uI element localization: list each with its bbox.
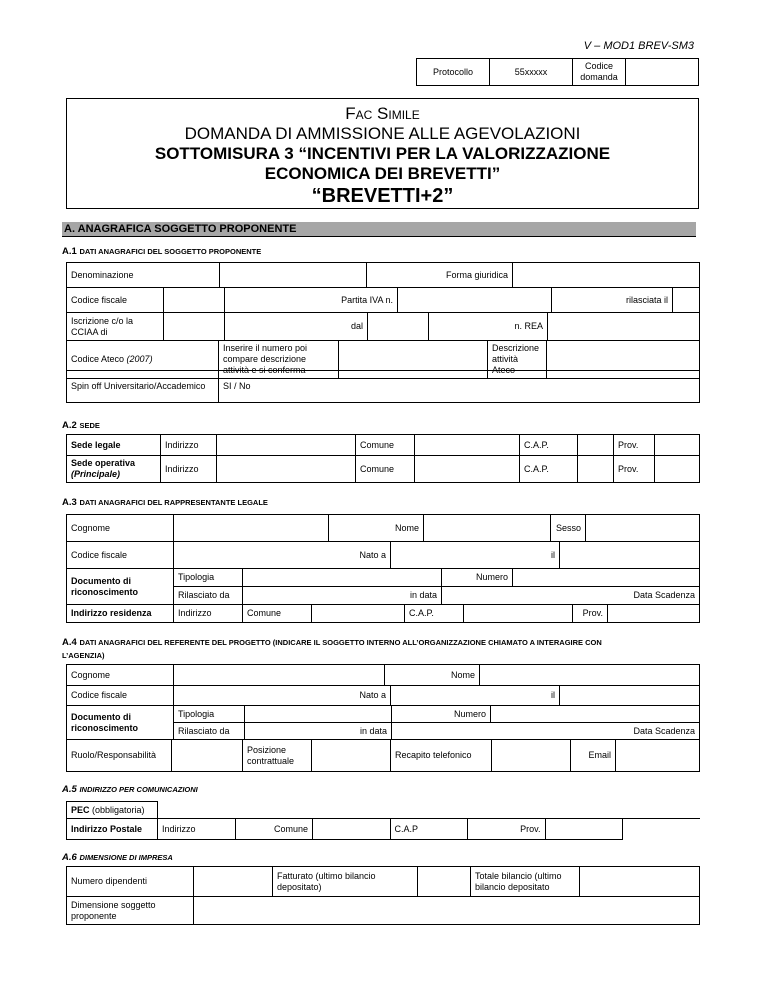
dal-value[interactable] [368,313,429,341]
a5-prov-label: Prov. [468,819,546,840]
codice-ateco-label: Codice Ateco (2007) [67,341,219,379]
a4-in-data-label: in data [245,723,392,740]
inserire-note: Inserire il numero poi compare descrizione attività e si conferma [219,341,339,379]
a4-nome-label: Nome [385,665,480,686]
sede-operativa-cap-label: C.A.P. [520,456,578,483]
indirizzo-postale-label: Indirizzo Postale [67,819,158,840]
a4-il-label: il [391,686,560,706]
pec-value[interactable] [158,802,701,819]
codice-fiscale-value[interactable] [164,288,225,313]
a3-prov-label: Prov. [573,605,608,623]
a4-nome-value[interactable] [480,665,700,686]
sede-operativa-prov-value[interactable] [655,456,700,483]
sede-operativa-label: Sede operativa (Principale) [67,456,161,483]
codice-fiscale-label: Codice fiscale [67,288,164,313]
a4-email-value[interactable] [616,740,700,772]
a4-table-1 [66,664,700,686]
rilasciata-il-label: rilasciata il [552,288,673,313]
a5-heading: A.5 INDIRIZZO PER COMUNICAZIONI [62,784,198,795]
iscrizione-value[interactable] [164,313,225,341]
numero-dipendenti-label: Numero dipendenti [67,867,194,897]
a4-ruolo-value[interactable] [172,740,243,772]
rilasciata-il-value[interactable] [673,288,700,313]
a3-in-data-label: in data [243,587,442,605]
a3-numero-label: Numero [442,569,513,587]
sede-legale-cap-value[interactable] [578,435,614,456]
denominazione-value[interactable] [220,263,367,288]
sede-operativa-prov-label: Prov. [614,456,655,483]
a4-heading: A.4 DATI ANAGRAFICI DEL REFERENTE DEL PROGETTO (INDICARE IL SOGGETTO INTERNO ALL’ORGANIZZAZIONE CHIAMATO A INTERAGIRE CON L’AGENZIA) [62,637,602,660]
section-a-header [62,222,696,237]
a4-il-value[interactable] [560,686,700,706]
a4-rilasciato-label: Rilasciato da [174,723,245,740]
a3-documento-label: Documento di riconoscimento [67,569,174,605]
a4-recapito-value[interactable] [492,740,571,772]
a3-prov-value[interactable] [608,605,700,623]
a1-table-2 [66,287,700,313]
a1-heading: A.1 DATI ANAGRAFICI DEL SOGGETTO PROPONENTE [62,246,262,257]
a4-cognome-label: Cognome [67,665,174,686]
protocol-value[interactable]: 55xxxxx [490,59,573,86]
a4-table-4 [66,739,700,772]
a4-table-2 [66,685,700,706]
a4-ruolo-label: Ruolo/Responsabilità [67,740,172,772]
a4-data-scadenza-label: Data Scadenza [392,723,700,740]
a3-comune-value[interactable] [312,605,405,623]
a3-indirizzo-label: Indirizzo [174,605,243,623]
section-a-title: A. ANAGRAFICA SOGGETTO PROPONENTE [64,223,297,235]
sede-operativa-indirizzo-value[interactable] [217,456,356,483]
protocol-label: Protocollo [417,59,490,86]
a3-il-label: il [391,542,560,569]
title-facsimile: Fac Simile [345,104,420,123]
a3-nome-label: Nome [329,515,424,542]
title-domanda: DOMANDA DI AMMISSIONE ALLE AGEVOLAZIONI [184,124,581,143]
a1-table [66,262,700,288]
sede-legale-indirizzo-value[interactable] [217,435,356,456]
a3-sesso-label: Sesso [551,515,586,542]
denominazione-label: Denominazione [67,263,220,288]
code-label: Codice domanda [573,59,626,86]
partita-iva-value[interactable] [398,288,552,313]
a4-table-3 [66,705,700,740]
a3-tipologia-label: Tipologia [174,569,243,587]
a4-cognome-value[interactable] [174,665,385,686]
totale-bilancio-value[interactable] [580,867,700,897]
a4-posizione-value[interactable] [312,740,391,772]
dimensione-value[interactable] [194,897,700,925]
title-brevetti: “BREVETTI+2” [311,185,454,207]
a3-table-1 [66,514,700,542]
sede-legale-prov-label: Prov. [614,435,655,456]
a3-table-3 [66,568,700,605]
partita-iva-label: Partita IVA n. [225,288,398,313]
a3-il-value[interactable] [560,542,700,569]
a3-nato-a-label: Nato a [174,542,391,569]
iscrizione-label: Iscrizione c/o la CCIAA di [67,313,164,341]
code-value[interactable] [626,59,699,86]
a5-prov-value[interactable] [545,819,623,840]
title-economica: ECONOMICA DEI BREVETTI” [264,164,501,183]
sede-legale-label: Sede legale [67,435,161,456]
a6-table [66,866,700,925]
a3-table-4 [66,604,700,623]
spin-off-value[interactable]: SI / No [219,371,700,403]
n-rea-value[interactable] [548,313,700,341]
a3-data-scadenza-label: Data Scadenza [442,587,700,605]
a4-tipologia-value[interactable] [245,706,392,723]
n-rea-label: n. REA [429,313,548,341]
sede-legale-indirizzo-label: Indirizzo [161,435,217,456]
a1-table-5 [66,370,700,403]
a3-rilasciato-label: Rilasciato da [174,587,243,605]
a3-cap-value[interactable] [464,605,573,623]
protocol-table [416,58,699,86]
a5-comune-value[interactable] [313,819,391,840]
a4-numero-label: Numero [392,706,491,723]
a5-cap-label: C.A.P [390,819,468,840]
a6-heading: A.6 DIMENSIONE DI IMPRESA [62,852,173,863]
a4-codice-fiscale-label: Codice fiscale [67,686,174,706]
a3-cognome-label: Cognome [67,515,174,542]
a5-table [66,801,700,840]
a2-table [66,434,700,483]
forma-giuridica-value[interactable] [513,263,700,288]
numero-dipendenti-value[interactable] [194,867,273,897]
a5-indirizzo-label: Indirizzo [158,819,236,840]
a2-heading: A.2 SEDE [62,420,100,431]
a1-table-3 [66,312,700,341]
a5-comune-label: Comune [235,819,313,840]
dimensione-label: Dimensione soggetto proponente [67,897,194,925]
pec-label: PEC (obbligatoria) [67,802,158,819]
spin-off-label: Spin off Universitario/Accademico [67,371,219,403]
a3-heading: A.3 DATI ANAGRAFICI DEL RAPPRESENTANTE LEGALE [62,497,268,508]
sede-legale-comune-value[interactable] [415,435,520,456]
title-box [66,98,699,209]
a4-recapito-label: Recapito telefonico [391,740,492,772]
a3-comune-label: Comune [243,605,312,623]
a3-cognome-value[interactable] [174,515,329,542]
a4-email-label: Email [571,740,616,772]
a3-tipologia-value[interactable] [243,569,442,587]
a3-codice-fiscale-label: Codice fiscale [67,542,174,569]
a4-nato-a-label: Nato a [174,686,391,706]
a3-nome-value[interactable] [424,515,551,542]
dal-label: dal [225,313,368,341]
sede-operativa-indirizzo-label: Indirizzo [161,456,217,483]
sede-operativa-comune-label: Comune [356,456,415,483]
document-code: V – MOD1 BREV-SM3 [583,40,694,52]
sede-operativa-cap-value[interactable] [578,456,614,483]
a3-indirizzo-residenza-label: Indirizzo residenza [67,605,174,623]
a4-posizione-label: Posizione contrattuale [243,740,312,772]
a4-numero-value[interactable] [491,706,700,723]
fatturato-label: Fatturato (ultimo bilancio depositato) [273,867,418,897]
a3-sesso-value[interactable] [586,515,700,542]
sede-legale-comune-label: Comune [356,435,415,456]
a3-cap-label: C.A.P. [405,605,464,623]
descrizione-attivita-label: Descrizione attività Ateco [488,341,547,379]
a3-table-2 [66,541,700,569]
a4-documento-label: Documento di riconoscimento [67,706,174,740]
forma-giuridica-label: Forma giuridica [366,263,513,288]
fatturato-value[interactable] [418,867,471,897]
a3-numero-value[interactable] [513,569,700,587]
sede-legale-prov-value[interactable] [655,435,700,456]
totale-bilancio-label: Totale bilancio (ultimo bilancio depositato [471,867,580,897]
sede-legale-cap-label: C.A.P. [520,435,578,456]
sede-operativa-comune-value[interactable] [415,456,520,483]
title-sottomisura: SOTTOMISURA 3 “INCENTIVI PER LA VALORIZZAZIONE [154,144,611,163]
a4-tipologia-label: Tipologia [174,706,245,723]
